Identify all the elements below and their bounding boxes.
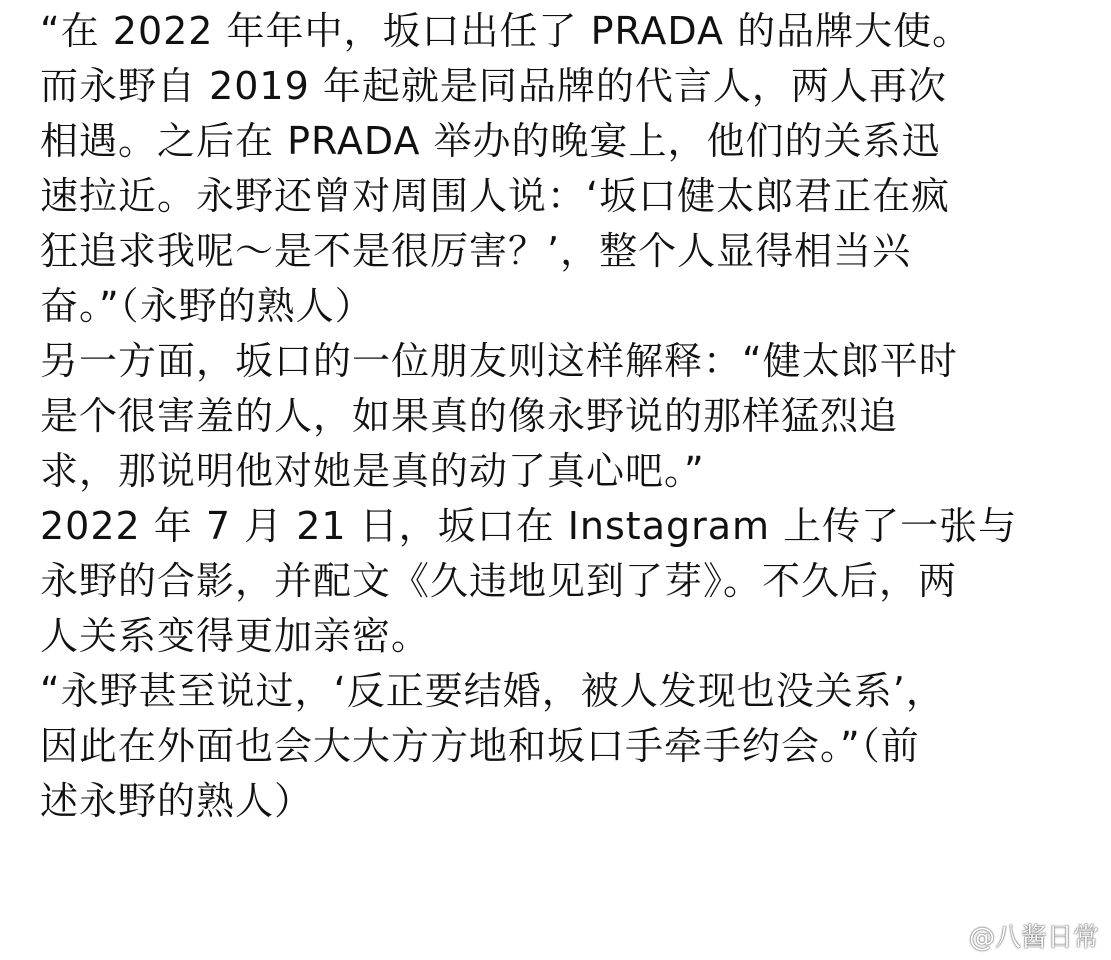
weibo-icon — [925, 921, 965, 951]
text-line: 而永野自 2019 年起就是同品牌的代言人，两人再次 — [40, 64, 947, 108]
text-line: “永野甚至说过，‘反正要结婚，被人发现也没关系’， — [40, 669, 945, 713]
text-line: 因此在外面也会大大方方地和坂口手牵手约会。”（前 — [40, 724, 920, 768]
text-line: 是个很害羞的人，如果真的像永野说的那样猛烈追 — [40, 394, 899, 438]
text-line: 2022 年 7 月 21 日，坂口在 Instagram 上传了一张与 — [40, 504, 1018, 548]
watermark — [925, 917, 1099, 954]
text-line: 求，那说明他对她是真的动了真心吧。” — [40, 449, 705, 493]
text-line: 述永野的熟人） — [40, 779, 314, 823]
text-line: 奋。”（永野的熟人） — [40, 284, 374, 328]
watermark-text: @八酱日常 — [968, 923, 1099, 953]
text-line: 相遇。之后在 PRADA 举办的晚宴上，他们的关系迅 — [40, 119, 941, 163]
text-line: 永野的合影，并配文《久违地见到了芽》。不久后，两 — [40, 559, 958, 603]
text-line: 狂追求我呢～是不是很厉害？’，整个人显得相当兴 — [40, 229, 912, 273]
text-line: 速拉近。永野还曾对周围人说：‘坂口健太郎君正在疯 — [40, 174, 951, 218]
text-line: “在 2022 年年中，坂口出任了 PRADA 的品牌大使。 — [40, 9, 972, 53]
article-text — [40, 4, 1090, 829]
text-line: 另一方面，坂口的一位朋友则这样解释：“健太郎平时 — [40, 339, 958, 383]
text-line: 人关系变得更加亲密。 — [40, 614, 431, 658]
